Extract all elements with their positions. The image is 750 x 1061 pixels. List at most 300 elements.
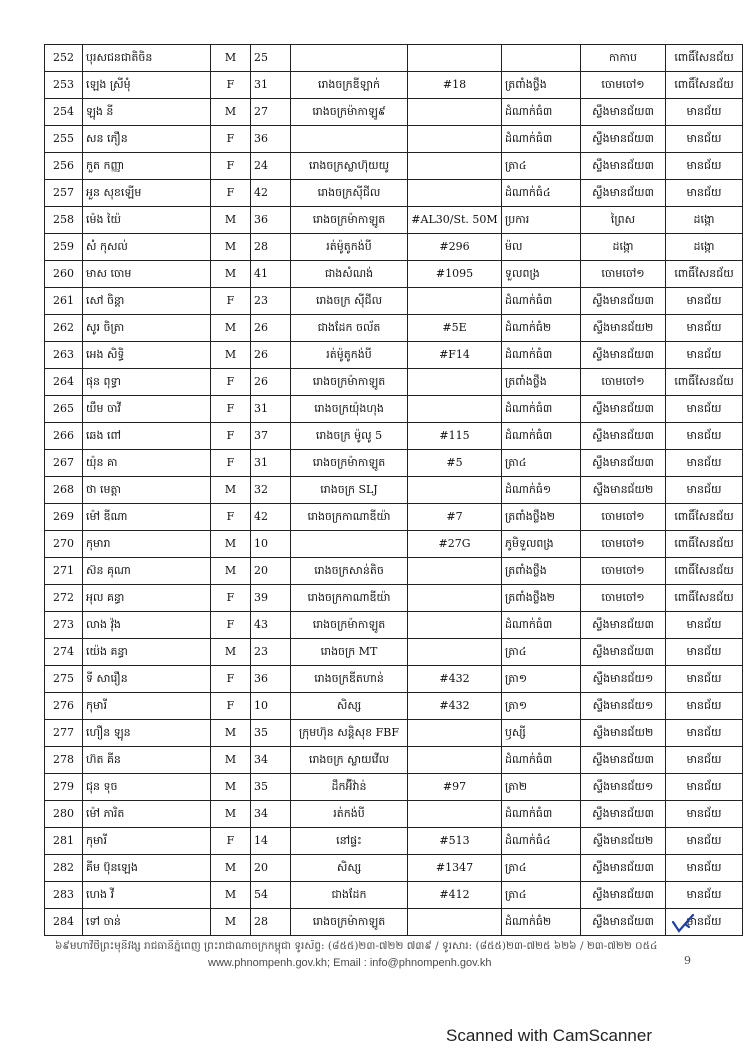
scanner-watermark: Scanned with CamScanner — [446, 1026, 653, 1045]
cell-code — [408, 126, 502, 153]
cell-status: ស្ទឹងមានជ័យ៣ — [581, 99, 666, 126]
cell-code — [408, 99, 502, 126]
cell-code — [408, 288, 502, 315]
cell-result: មានជ័យ — [666, 720, 743, 747]
cell-age: 14 — [251, 828, 291, 855]
cell-name: ហ៊ត គីន — [83, 747, 211, 774]
cell-result: មានជ័យ — [666, 396, 743, 423]
cell-result: មានជ័យ — [666, 450, 743, 477]
cell-code: #1347 — [408, 855, 502, 882]
cell-location: ភូមិទួលពង្រ — [502, 531, 581, 558]
page-number: 9 — [684, 954, 691, 967]
cell-code: #5 — [408, 450, 502, 477]
cell-workplace: ក្រុមហ៊ុន សន្តិសុខ FBF — [291, 720, 408, 747]
cell-code: #513 — [408, 828, 502, 855]
cell-result: ពោធិ៍សែនជ័យ — [666, 261, 743, 288]
cell-result: មានជ័យ — [666, 801, 743, 828]
cell-result: ពោធិ៍សែនជ័យ — [666, 585, 743, 612]
cell-result: ពោធិ៍សែនជ័យ — [666, 45, 743, 72]
cell-no: 271 — [45, 558, 83, 585]
table-row — [45, 774, 743, 801]
cell-no: 274 — [45, 639, 83, 666]
cell-location: ម៉ល — [502, 234, 581, 261]
cell-age: 42 — [251, 180, 291, 207]
cell-location: ត្រា១ — [502, 693, 581, 720]
cell-status: ស្ទឹងមានជ័យ៣ — [581, 180, 666, 207]
cell-code: #27G — [408, 531, 502, 558]
cell-result: មានជ័យ — [666, 639, 743, 666]
cell-workplace: រោងចក្រម៉ាកាឡូត — [291, 369, 408, 396]
cell-sex: M — [211, 774, 251, 801]
cell-code — [408, 585, 502, 612]
cell-name: កុមារី — [83, 693, 211, 720]
cell-status: ស្ទឹងមានជ័យ៣ — [581, 342, 666, 369]
cell-code: #296 — [408, 234, 502, 261]
cell-name: សៅ ចិន្តា — [83, 288, 211, 315]
cell-result: មានជ័យ — [666, 612, 743, 639]
table-row — [45, 261, 743, 288]
cell-code — [408, 45, 502, 72]
cell-sex: M — [211, 801, 251, 828]
records-table — [44, 44, 743, 936]
table-row — [45, 234, 743, 261]
table-row — [45, 423, 743, 450]
cell-status: ចោមចៅ១ — [581, 72, 666, 99]
cell-no: 269 — [45, 504, 83, 531]
cell-workplace: រត់ម៉ូតូកង់បី — [291, 342, 408, 369]
cell-name: ម៉េង យ៉ៃ — [83, 207, 211, 234]
table-row — [45, 342, 743, 369]
table-row — [45, 180, 743, 207]
cell-name: ហេង វី — [83, 882, 211, 909]
cell-no: 259 — [45, 234, 83, 261]
table-row — [45, 612, 743, 639]
table-row — [45, 801, 743, 828]
cell-age: 43 — [251, 612, 291, 639]
cell-status: ព្រៃស — [581, 207, 666, 234]
table-row — [45, 99, 743, 126]
cell-sex: F — [211, 72, 251, 99]
cell-no: 252 — [45, 45, 83, 72]
cell-location: ត្រា៤ — [502, 882, 581, 909]
cell-status: ស្ទឹងមានជ័យ៣ — [581, 747, 666, 774]
cell-location: ត្រពាំងថ្លឹង — [502, 558, 581, 585]
table-row — [45, 315, 743, 342]
cell-no: 258 — [45, 207, 83, 234]
cell-workplace: សិស្ស — [291, 693, 408, 720]
cell-workplace — [291, 531, 408, 558]
cell-location: ត្រា១ — [502, 666, 581, 693]
cell-location: ត្រពាំងថ្លឹង — [502, 72, 581, 99]
cell-result: ពោធិ៍សែនជ័យ — [666, 531, 743, 558]
cell-code — [408, 477, 502, 504]
cell-no: 263 — [45, 342, 83, 369]
cell-status: ដង្កោ — [581, 234, 666, 261]
cell-workplace: រោងចក្រស្លាហ៊ុយយូ — [291, 153, 408, 180]
cell-code: #412 — [408, 882, 502, 909]
cell-location — [502, 45, 581, 72]
cell-sex: F — [211, 126, 251, 153]
cell-code: #5E — [408, 315, 502, 342]
cell-name: ឡេង ស្រីមុំ — [83, 72, 211, 99]
cell-age: 32 — [251, 477, 291, 504]
cell-result: ពោធិ៍សែនជ័យ — [666, 369, 743, 396]
cell-result: មានជ័យ — [666, 180, 743, 207]
cell-code: #97 — [408, 774, 502, 801]
cell-age: 28 — [251, 234, 291, 261]
cell-location: ឫស្សី — [502, 720, 581, 747]
cell-status: ស្ទឹងមានជ័យ១ — [581, 666, 666, 693]
cell-name: ថា មេត្តា — [83, 477, 211, 504]
cell-location: ដំណាក់ធំ៣ — [502, 342, 581, 369]
cell-name: ហឿន ឡុន — [83, 720, 211, 747]
cell-status: ស្ទឹងមានជ័យ១ — [581, 774, 666, 801]
cell-workplace: រោងចក្រស៊ីជីល — [291, 180, 408, 207]
cell-sex: M — [211, 207, 251, 234]
cell-location: ដំណាក់ធំ២ — [502, 909, 581, 936]
table-row — [45, 558, 743, 585]
cell-code — [408, 612, 502, 639]
cell-no: 277 — [45, 720, 83, 747]
cell-workplace: រោងចក្រ ម៉ូលូ 5 — [291, 423, 408, 450]
cell-age: 23 — [251, 288, 291, 315]
cell-name: ម៉ៅ ឌីណា — [83, 504, 211, 531]
table-row — [45, 747, 743, 774]
cell-workplace — [291, 45, 408, 72]
cell-sex: F — [211, 180, 251, 207]
cell-result: មានជ័យ — [666, 153, 743, 180]
cell-status: ចោមចៅ១ — [581, 261, 666, 288]
cell-status: ស្ទឹងមានជ័យ៣ — [581, 909, 666, 936]
cell-no: 262 — [45, 315, 83, 342]
cell-status: ស្ទឹងមានជ័យ៣ — [581, 126, 666, 153]
cell-workplace: រោងចក្រម៉ាកាឡូ៩ — [291, 99, 408, 126]
cell-name: កុមារា — [83, 531, 211, 558]
cell-location: ទួលពង្រ — [502, 261, 581, 288]
cell-name: ទៅ ចាន់ — [83, 909, 211, 936]
cell-sex: M — [211, 342, 251, 369]
cell-status: ស្ទឹងមានជ័យ៣ — [581, 450, 666, 477]
cell-status: ស្ទឹងមានជ័យ២ — [581, 315, 666, 342]
cell-sex: M — [211, 639, 251, 666]
cell-workplace: ជាងដែក ចល័ត — [291, 315, 408, 342]
cell-no: 256 — [45, 153, 83, 180]
cell-result: ពោធិ៍សែនជ័យ — [666, 72, 743, 99]
cell-no: 268 — [45, 477, 83, 504]
cell-age: 41 — [251, 261, 291, 288]
cell-code: #18 — [408, 72, 502, 99]
cell-code — [408, 801, 502, 828]
table-row — [45, 450, 743, 477]
cell-age: 37 — [251, 423, 291, 450]
cell-sex: F — [211, 423, 251, 450]
cell-location: ដំណាក់ធំ៣ — [502, 801, 581, 828]
cell-status: ស្ទឹងមានជ័យ៣ — [581, 396, 666, 423]
cell-name: ជុន ទុច — [83, 774, 211, 801]
cell-sex: F — [211, 612, 251, 639]
cell-age: 20 — [251, 855, 291, 882]
cell-sex: M — [211, 45, 251, 72]
cell-location: ត្រពាំងថ្លឹង២ — [502, 504, 581, 531]
cell-sex: M — [211, 99, 251, 126]
table-row — [45, 909, 743, 936]
cell-location: ដំណាក់ធំ៣ — [502, 396, 581, 423]
cell-name: ឆេង ពៅ — [83, 423, 211, 450]
cell-code — [408, 747, 502, 774]
cell-name: យ៉ុន គា — [83, 450, 211, 477]
table-row — [45, 207, 743, 234]
cell-status: ស្ទឹងមានជ័យ៣ — [581, 423, 666, 450]
cell-name: សំ កុសល់ — [83, 234, 211, 261]
table-row — [45, 288, 743, 315]
cell-workplace: រោងចក្រ ស៊ីជីល — [291, 288, 408, 315]
cell-age: 34 — [251, 747, 291, 774]
cell-result: មានជ័យ — [666, 693, 743, 720]
cell-location: ត្រា៤ — [502, 855, 581, 882]
cell-result: មានជ័យ — [666, 909, 743, 936]
cell-result: មានជ័យ — [666, 747, 743, 774]
cell-workplace: រោងចក្រ SLJ — [291, 477, 408, 504]
cell-location: ត្រា៤ — [502, 153, 581, 180]
cell-no: 265 — [45, 396, 83, 423]
cell-workplace: រោងចក្រម៉ាកាឡូត — [291, 612, 408, 639]
cell-sex: M — [211, 261, 251, 288]
cell-no: 254 — [45, 99, 83, 126]
cell-no: 260 — [45, 261, 83, 288]
cell-sex: F — [211, 369, 251, 396]
cell-name: អេង សិទ្ធិ — [83, 342, 211, 369]
cell-sex: M — [211, 882, 251, 909]
cell-code: #7 — [408, 504, 502, 531]
cell-status: ចោមចៅ១ — [581, 504, 666, 531]
cell-age: 42 — [251, 504, 291, 531]
cell-result: មានជ័យ — [666, 774, 743, 801]
cell-code — [408, 369, 502, 396]
table-row — [45, 153, 743, 180]
cell-sex: F — [211, 693, 251, 720]
cell-location: ត្រពាំងថ្លឹង២ — [502, 585, 581, 612]
cell-result: ដង្កោ — [666, 207, 743, 234]
cell-name: អួន សុខឡើម — [83, 180, 211, 207]
table-row — [45, 45, 743, 72]
cell-no: 261 — [45, 288, 83, 315]
cell-no: 284 — [45, 909, 83, 936]
cell-sex: F — [211, 450, 251, 477]
cell-name: សូរ ចិត្រា — [83, 315, 211, 342]
cell-workplace: រោងចក្រ MT — [291, 639, 408, 666]
cell-age: 28 — [251, 909, 291, 936]
cell-result: មានជ័យ — [666, 882, 743, 909]
cell-code — [408, 396, 502, 423]
table-row — [45, 369, 743, 396]
cell-status: កាកាប — [581, 45, 666, 72]
cell-code — [408, 558, 502, 585]
cell-age: 10 — [251, 693, 291, 720]
cell-location: ប្រការ — [502, 207, 581, 234]
cell-location: ដំណាក់ធំ១ — [502, 477, 581, 504]
cell-workplace: រោងចក្រយ៉ុងហុង — [291, 396, 408, 423]
cell-age: 26 — [251, 369, 291, 396]
cell-no: 253 — [45, 72, 83, 99]
cell-result: ពោធិ៍សែនជ័យ — [666, 558, 743, 585]
cell-location: ត្រា២ — [502, 774, 581, 801]
cell-sex: F — [211, 585, 251, 612]
cell-workplace: រោងចក្រ ស្លាយវើល — [291, 747, 408, 774]
cell-name: កួត កញ្ញា — [83, 153, 211, 180]
cell-workplace: រោងចក្រកាណាឌីយ៉ា — [291, 585, 408, 612]
table-row — [45, 828, 743, 855]
table-row — [45, 693, 743, 720]
cell-sex: F — [211, 288, 251, 315]
cell-status: ស្ទឹងមានជ័យ១ — [581, 693, 666, 720]
table-row — [45, 126, 743, 153]
cell-workplace: រោងចក្រម៉ាកាឡូត — [291, 207, 408, 234]
cell-age: 10 — [251, 531, 291, 558]
cell-no: 272 — [45, 585, 83, 612]
cell-workplace: ជាងសំណង់ — [291, 261, 408, 288]
cell-age: 36 — [251, 666, 291, 693]
cell-age: 54 — [251, 882, 291, 909]
cell-no: 257 — [45, 180, 83, 207]
cell-sex: M — [211, 747, 251, 774]
cell-status: ស្ទឹងមានជ័យ២ — [581, 720, 666, 747]
cell-name: សន ភឿន — [83, 126, 211, 153]
cell-age: 39 — [251, 585, 291, 612]
cell-workplace: នៅផ្ទះ — [291, 828, 408, 855]
cell-name: ទី សារឿន — [83, 666, 211, 693]
cell-status: ស្ទឹងមានជ័យ៣ — [581, 288, 666, 315]
cell-code — [408, 639, 502, 666]
cell-status: ចោមចៅ១ — [581, 585, 666, 612]
table-row — [45, 855, 743, 882]
cell-age: 20 — [251, 558, 291, 585]
cell-age: 31 — [251, 450, 291, 477]
cell-code: #115 — [408, 423, 502, 450]
cell-workplace: រោងចក្រកាណាឌីយ៉ា — [291, 504, 408, 531]
cell-code: #432 — [408, 693, 502, 720]
cell-result: មានជ័យ — [666, 828, 743, 855]
cell-status: ស្ទឹងមានជ័យ២ — [581, 828, 666, 855]
cell-location: ដំណាក់ធំ៣ — [502, 612, 581, 639]
cell-workplace: រោងចក្រឌីតហាន់ — [291, 666, 408, 693]
cell-status: ស្ទឹងមានជ័យ៣ — [581, 882, 666, 909]
table-row — [45, 882, 743, 909]
cell-name: ឡុង នី — [83, 99, 211, 126]
cell-name: អុល គន្ធា — [83, 585, 211, 612]
table-row — [45, 72, 743, 99]
cell-name: បុរសជនជាតិចិន — [83, 45, 211, 72]
cell-result: មានជ័យ — [666, 423, 743, 450]
cell-location: ដំណាក់ធំ២ — [502, 315, 581, 342]
cell-code — [408, 180, 502, 207]
cell-sex: M — [211, 909, 251, 936]
cell-status: ស្ទឹងមានជ័យ២ — [581, 477, 666, 504]
cell-name: មាស ចោម — [83, 261, 211, 288]
cell-workplace: ដឹកអ៊ីវ៉ាន់ — [291, 774, 408, 801]
footer-address: ៦៩មហាវិថីព្រះមុនីវង្ស រាជធានីភ្នំពេញ ព្រះរាជាណាចក្រកម្ពុជា ទូរស័ព្ទ: (៨៥៥)២៣-៧២២ ៧៣៩ / ទូរសារ: (៨៥៥)២៣-៧២៥ ៦២៦ / ២៣-៧២២ ០៥៤ — [55, 940, 658, 952]
cell-result: មានជ័យ — [666, 342, 743, 369]
cell-location: ដំណាក់ធំ៣ — [502, 126, 581, 153]
cell-no: 273 — [45, 612, 83, 639]
cell-result: មានជ័យ — [666, 288, 743, 315]
cell-status: ស្ទឹងមានជ័យ៣ — [581, 801, 666, 828]
cell-status: ស្ទឹងមានជ័យ៣ — [581, 855, 666, 882]
cell-name: គីម ប៊ុនឡេង — [83, 855, 211, 882]
cell-status: ស្ទឹងមានជ័យ៣ — [581, 612, 666, 639]
table-row — [45, 396, 743, 423]
cell-no: 278 — [45, 747, 83, 774]
cell-workplace: រោងចក្រសាន់តិច — [291, 558, 408, 585]
table-row — [45, 639, 743, 666]
cell-result: មានជ័យ — [666, 477, 743, 504]
cell-age: 31 — [251, 396, 291, 423]
cell-status: ស្ទឹងមានជ័យ៣ — [581, 639, 666, 666]
cell-no: 282 — [45, 855, 83, 882]
cell-sex: M — [211, 855, 251, 882]
cell-sex: M — [211, 234, 251, 261]
cell-no: 283 — [45, 882, 83, 909]
table-row — [45, 504, 743, 531]
cell-sex: F — [211, 396, 251, 423]
cell-no: 255 — [45, 126, 83, 153]
cell-sex: F — [211, 828, 251, 855]
table-row — [45, 666, 743, 693]
cell-age: 35 — [251, 720, 291, 747]
cell-sex: F — [211, 504, 251, 531]
cell-location: ដំណាក់ធំ៣ — [502, 288, 581, 315]
table-row — [45, 720, 743, 747]
cell-age: 26 — [251, 342, 291, 369]
cell-no: 281 — [45, 828, 83, 855]
cell-age: 36 — [251, 126, 291, 153]
cell-code: #AL30/St. 50M — [408, 207, 502, 234]
cell-location: ត្រពាំងថ្លឹង — [502, 369, 581, 396]
cell-workplace: រោងចក្រម៉ាកាឡូត — [291, 909, 408, 936]
cell-age: 26 — [251, 315, 291, 342]
cell-workplace — [291, 126, 408, 153]
cell-name: ម៉ៅ ភារិត — [83, 801, 211, 828]
cell-location: ដំណាក់ធំ៤ — [502, 828, 581, 855]
cell-location: ដំណាក់ធំ៣ — [502, 423, 581, 450]
cell-age: 25 — [251, 45, 291, 72]
cell-no: 276 — [45, 693, 83, 720]
cell-workplace: រោងចក្រម៉ាកាឡូត — [291, 450, 408, 477]
cell-no: 266 — [45, 423, 83, 450]
cell-status: ចោមចៅ១ — [581, 531, 666, 558]
cell-workplace: សិស្ស — [291, 855, 408, 882]
cell-status: ចោមចៅ១ — [581, 369, 666, 396]
cell-status: ចោមចៅ១ — [581, 558, 666, 585]
footer-website-email: www.phnompenh.gov.kh; Email : info@phnompenh.gov.kh — [208, 957, 492, 969]
cell-result: មានជ័យ — [666, 99, 743, 126]
cell-age: 34 — [251, 801, 291, 828]
cell-result: មានជ័យ — [666, 666, 743, 693]
cell-location: ដំណាក់ធំ៣ — [502, 747, 581, 774]
cell-sex: M — [211, 531, 251, 558]
table-row — [45, 531, 743, 558]
cell-location: ត្រា៤ — [502, 639, 581, 666]
cell-workplace: រោងចក្រឌីឡាក់ — [291, 72, 408, 99]
table-row — [45, 477, 743, 504]
cell-no: 280 — [45, 801, 83, 828]
cell-age: 23 — [251, 639, 291, 666]
cell-name: ស៊ន គុណា — [83, 558, 211, 585]
cell-no: 267 — [45, 450, 83, 477]
table-row — [45, 585, 743, 612]
cell-no: 279 — [45, 774, 83, 801]
cell-age: 35 — [251, 774, 291, 801]
cell-result: មានជ័យ — [666, 315, 743, 342]
